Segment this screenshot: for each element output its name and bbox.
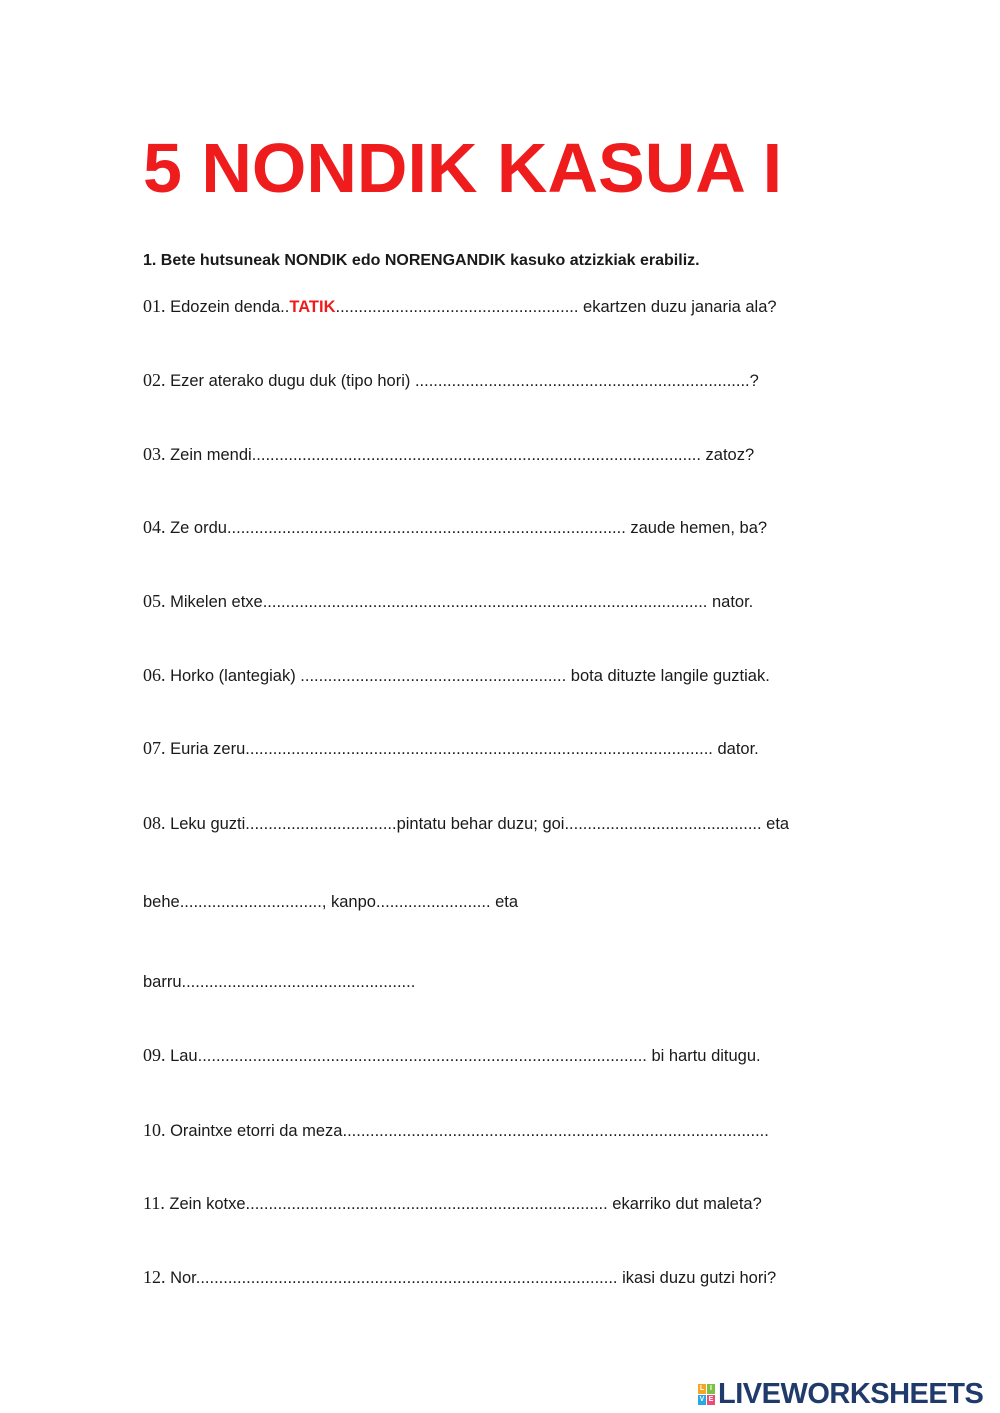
exercise-number: 10.	[143, 1120, 166, 1140]
exercise-text: Leku guzti.................................pintatu behar duzu; goi........................................... eta	[165, 815, 790, 833]
exercise-line-08c	[143, 972, 415, 992]
exercise-number: 02.	[143, 370, 166, 390]
exercise-number: 04.	[143, 517, 166, 537]
exercise-line-06	[143, 665, 770, 686]
logo-letter-v: V	[699, 1395, 705, 1403]
exercise-line-10	[143, 1120, 769, 1141]
exercise-text: Ezer aterako dugu duk (tipo hori) .........................................................................?	[165, 372, 759, 390]
answer-text[interactable]: TATIK	[289, 298, 336, 316]
liveworksheets-logo	[698, 1378, 983, 1410]
exercise-line-03	[143, 444, 754, 465]
exercise-text: barru...................................................	[143, 973, 416, 991]
exercise-number: 03.	[143, 444, 166, 464]
exercise-text: behe..............................., kanpo......................... eta	[143, 893, 519, 911]
exercise-line-11	[143, 1193, 762, 1214]
exercise-number: 01.	[143, 296, 166, 316]
exercise-number: 06.	[143, 665, 166, 685]
logo-text: LIVEWORKSHEETS	[718, 1377, 984, 1410]
exercise-line-01	[143, 296, 777, 317]
exercise-text: Nor............................................................................................ ikasi duzu gutzi hori?	[165, 1269, 777, 1287]
exercise-number: 07.	[143, 738, 166, 758]
exercise-text: Zein mendi.................................................................................................. zatoz?	[165, 446, 755, 464]
exercise-line-02	[143, 370, 759, 391]
exercise-text: Lau.................................................................................................. bi hartu ditugu.	[165, 1047, 761, 1065]
exercise-number: 11.	[143, 1193, 165, 1213]
logo-letter-i: I	[707, 1384, 715, 1394]
exercise-number: 05.	[143, 591, 166, 611]
exercise-line-08	[143, 813, 789, 834]
exercise-line-08b	[143, 892, 518, 912]
exercise-line-07	[143, 738, 759, 759]
exercise-text: Horko (lantegiak) .......................................................... bota dituzte langile guztiak.	[165, 667, 770, 685]
exercise-number: 08.	[143, 813, 166, 833]
exercise-line-09	[143, 1045, 761, 1066]
exercise-text: Zein kotxe............................................................................... ekarriko dut maleta?	[164, 1195, 762, 1213]
logo-letter-e: E	[708, 1395, 714, 1403]
exercise-number: 12.	[143, 1267, 166, 1287]
exercise-text: Ze ordu....................................................................................... zaude hemen, ba?	[165, 519, 768, 537]
instruction-text: 1. Bete hutsuneak NONDIK edo NORENGANDIK kasuko atzizkiak erabiliz.	[143, 252, 700, 269]
exercise-number: 09.	[143, 1045, 166, 1065]
exercise-text: Oraintxe etorri da meza.............................................................................................	[165, 1122, 769, 1140]
logo-letter-l: L	[699, 1384, 705, 1392]
exercise-text: Euria zeru...................................................................................................... dator.	[165, 740, 759, 758]
exercise-line-12	[143, 1267, 776, 1288]
page-title: 5 NONDIK KASUA I	[143, 129, 783, 207]
exercise-line-04	[143, 517, 767, 538]
exercise-text: Mikelen etxe................................................................................................. nator.	[165, 593, 754, 611]
exercise-text-after: ..................................................... ekartzen duzu janaria ala?	[335, 298, 777, 316]
logo-icon	[698, 1384, 715, 1405]
exercise-text: Edozein denda..	[165, 298, 290, 316]
exercise-line-05	[143, 591, 753, 612]
